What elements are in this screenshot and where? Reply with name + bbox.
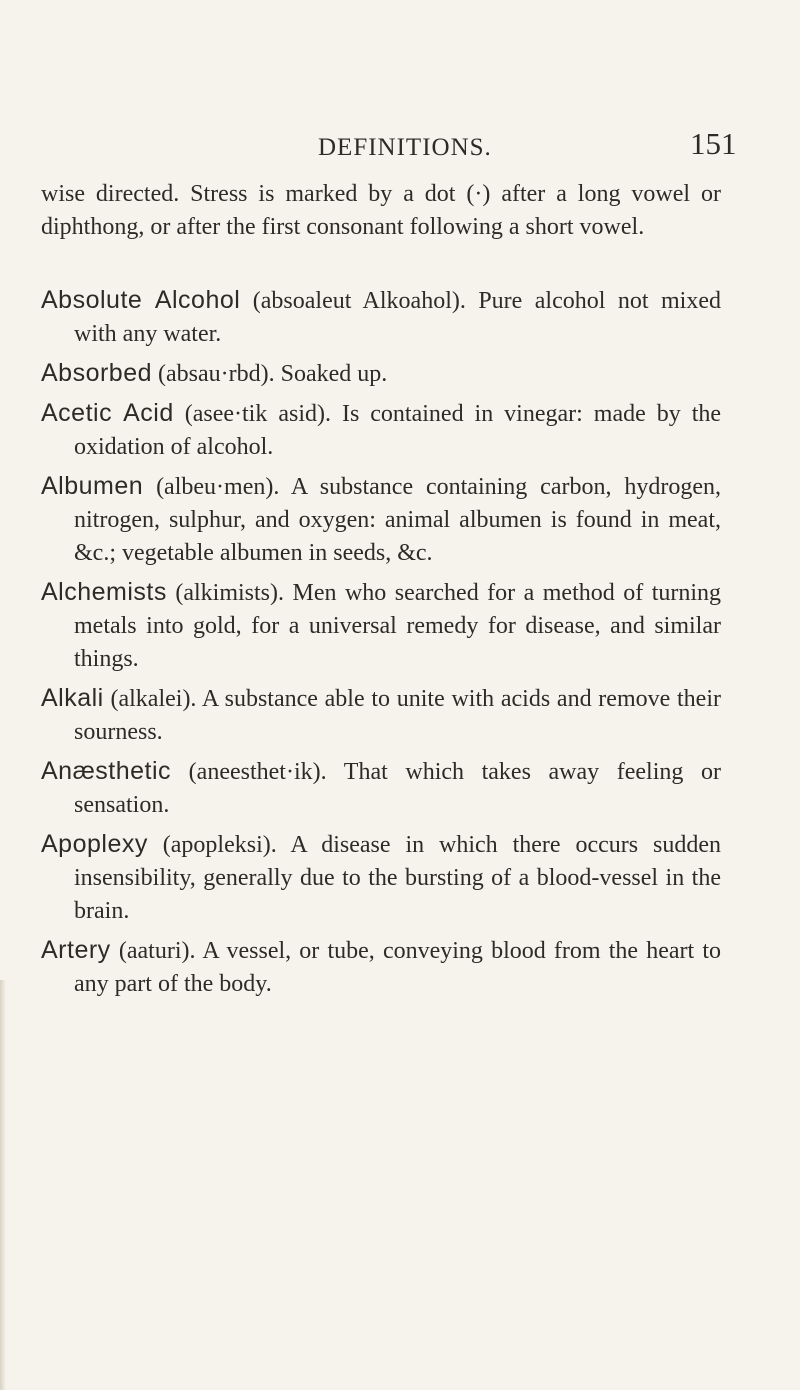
text-block xyxy=(0,178,800,1007)
entry-pronunciation: (aaturi). xyxy=(118,938,196,964)
entry-pronunciation: (alkimists). xyxy=(175,580,285,606)
entry-pronunciation: (absau·rbd). xyxy=(158,361,275,387)
entry-definition: A substance able to unite with acids and remove their sourness. xyxy=(74,686,721,745)
entry-pronunciation: (aneesthet·ik). xyxy=(188,759,327,785)
entry-pronunciation: (asee·tik asid). xyxy=(184,401,331,427)
entry-definition: Soaked up. xyxy=(280,361,388,387)
definition-entry xyxy=(41,755,721,822)
entry-term: Artery xyxy=(41,936,111,964)
definition-list xyxy=(0,284,800,1001)
page-edge-shadow xyxy=(0,980,6,1390)
entry-term: Absolute Alcohol xyxy=(41,286,241,314)
definition-entry xyxy=(41,934,722,1001)
entry-definition: Pure alcohol not mixed with any water. xyxy=(74,288,721,347)
entry-definition: A vessel, or tube, conveying blood from the heart to any part of the body. xyxy=(74,938,722,997)
definition-entry xyxy=(41,470,721,570)
entry-pronunciation: (alkalei). xyxy=(110,686,197,712)
intro-paragraph: wise directed. Stress is marked by a dot (·) after a long vowel or diphthong, or after the first consonant following a short vowel. xyxy=(41,181,721,240)
entry-pronunciation: (albeu·men). xyxy=(156,474,280,500)
running-title: DEFINITIONS. xyxy=(318,134,492,161)
entry-term: Apoplexy xyxy=(41,830,148,858)
entry-term: Acetic Acid xyxy=(41,399,174,427)
entry-definition: A substance containing carbon, hydrogen, nitrogen, sulphur, and oxygen: animal albumen is found in meat, &c.; vegetable albumen in seeds, &c. xyxy=(74,474,721,566)
definition-entry xyxy=(41,682,721,749)
definition-entry xyxy=(41,397,722,464)
entry-pronunciation: (apopleksi). xyxy=(162,832,277,858)
entry-definition: That which takes away feeling or sensation. xyxy=(74,759,721,818)
entry-term: Albumen xyxy=(41,472,144,500)
entry-definition: Men who searched for a method of turning metals into gold, for a universal remedy for disease, and similar things. xyxy=(74,580,722,672)
definition-entry xyxy=(41,284,721,351)
entry-term: Anæsthetic xyxy=(41,757,172,785)
entry-term: Absorbed xyxy=(41,359,153,387)
entry-term: Alkali xyxy=(41,684,104,712)
page-number: 151 xyxy=(690,126,737,161)
entry-term: Alchemists xyxy=(41,578,167,606)
entry-definition: A disease in which there occurs sudden insensibility, generally due to the bursting of a blood-vessel in the brain. xyxy=(74,832,721,924)
definition-entry xyxy=(41,357,721,391)
entry-pronunciation: (absoaleut Alkoahol). xyxy=(252,288,466,314)
definition-entry xyxy=(41,576,722,676)
entry-definition: Is contained in vinegar: made by the oxidation of alcohol. xyxy=(74,401,722,460)
definition-entry xyxy=(41,828,721,928)
